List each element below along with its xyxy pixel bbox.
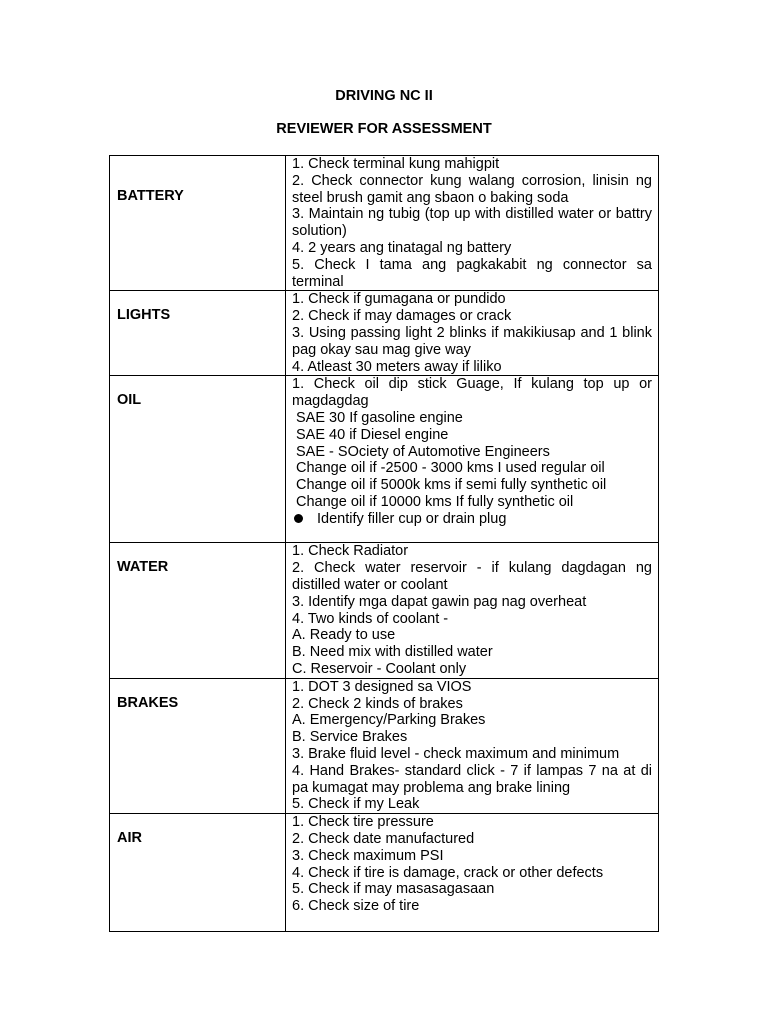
item-line: A. Ready to use <box>292 627 396 644</box>
item-line: 5. Check if my Leak <box>292 796 420 813</box>
item-line: 2. Check 2 kinds of brakes <box>292 695 463 712</box>
category-cell <box>110 678 286 813</box>
item-line: 2. Check water reservoir - if kulang dagdagan ng distilled water or coolant <box>292 560 652 593</box>
item-line: 4. Atleast 30 meters away if liliko <box>292 358 502 375</box>
item-line: B. Need mix with distilled water <box>292 644 493 661</box>
category-label: AIR <box>117 830 142 847</box>
item-line: SAE 40 if Diesel engine <box>296 426 449 443</box>
category-label: OIL <box>117 392 142 409</box>
category-label: WATER <box>117 559 169 576</box>
item-line: SAE 30 If gasoline engine <box>296 409 463 426</box>
document-title: DRIVING NC II <box>335 88 433 104</box>
item-line: 2. Check date manufactured <box>292 830 475 847</box>
item-line: 2. Check if may damages or crack <box>292 308 512 325</box>
item-line: 1. Check terminal kung mahigpit <box>292 156 500 172</box>
item-line: A. Emergency/Parking Brakes <box>292 712 486 729</box>
document-subtitle: REVIEWER FOR ASSESSMENT <box>276 121 492 137</box>
item-line: Change oil if 10000 kms If fully synthetic oil <box>296 493 574 510</box>
category-cell <box>110 156 286 291</box>
table-row <box>110 156 659 291</box>
item-line: 1. Check if gumagana or pundido <box>292 291 506 308</box>
category-label: LIGHTS <box>117 307 171 324</box>
item-line: 3. Using passing light 2 blinks if makikiusap and 1 blink pag okay sau mag give way <box>292 324 652 358</box>
item-line: Change oil if 5000k kms if semi fully synthetic oil <box>296 477 607 494</box>
item-line: 4. Two kinds of coolant - <box>292 610 449 627</box>
item-line: 1. Check oil dip stick Guage, If kulang top up or magdagdag <box>292 376 652 410</box>
bullet-icon <box>294 514 303 523</box>
item-line: C. Reservoir - Coolant only <box>292 660 467 677</box>
item-line: 5. Check if may masasagasaan <box>292 881 495 898</box>
item-line: 1. Check tire pressure <box>292 814 434 831</box>
table-row <box>110 376 659 543</box>
category-cell <box>110 814 286 932</box>
table-row <box>110 678 659 813</box>
category-label: BRAKES <box>117 694 179 711</box>
items-cell <box>286 291 659 376</box>
item-line: 4. Hand Brakes- standard click - 7 if lampas 7 na at di pa kumagat may problema ang brake lining <box>292 762 652 796</box>
item-line: 6. Check size of tire <box>292 898 420 915</box>
item-line: 1. DOT 3 designed sa VIOS <box>292 678 472 695</box>
item-line: 3. Identify mga dapat gawin pag nag overheat <box>292 593 587 610</box>
table-row <box>110 814 659 932</box>
item-line: SAE - SOciety of Automotive Engineers <box>296 443 550 460</box>
items-cell <box>286 376 659 543</box>
item-line: 3. Maintain ng tubig (top up with distilled water or battry solution) <box>292 206 652 240</box>
category-cell <box>110 543 286 678</box>
item-line: 3. Brake fluid level - check maximum and minimum <box>292 745 620 762</box>
item-line: 3. Check maximum PSI <box>292 847 444 864</box>
category-label: BATTERY <box>117 188 184 204</box>
table-row <box>110 291 659 376</box>
items-cell <box>286 156 659 291</box>
category-cell <box>110 291 286 376</box>
item-line: 2. Check connector kung walang corrosion, linisin ng steel brush gamit ang sbaon o baking soda <box>292 172 652 206</box>
item-line: Change oil if -2500 - 3000 kms I used regular oil <box>296 460 605 477</box>
bullet-item <box>292 511 652 528</box>
category-cell <box>110 376 286 543</box>
item-line: 5. Check I tama ang pagkakabit ng connector sa terminal <box>292 256 652 290</box>
items-cell <box>286 543 659 678</box>
item-line: 4. 2 years ang tinatagal ng battery <box>292 239 512 256</box>
table-row <box>110 543 659 678</box>
items-cell <box>286 814 659 932</box>
item-line: 1. Check Radiator <box>292 543 409 560</box>
items-cell <box>286 678 659 813</box>
bullet-text: Identify filler cup or drain plug <box>317 510 507 527</box>
item-line: B. Service Brakes <box>292 729 408 746</box>
reviewer-table <box>109 155 659 932</box>
item-line: 4. Check if tire is damage, crack or other defects <box>292 864 604 881</box>
